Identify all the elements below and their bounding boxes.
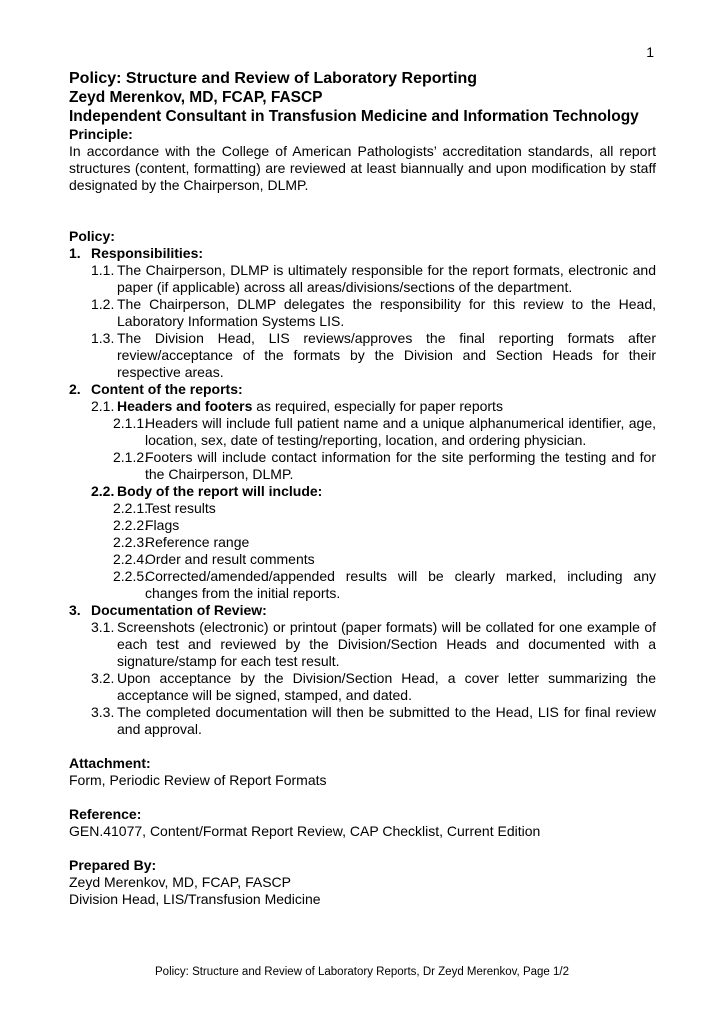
list-item [69, 704, 656, 738]
list-item [69, 330, 656, 381]
sub-list-item [69, 415, 656, 449]
list-item [69, 619, 656, 670]
attachment-text: Form, Periodic Review of Report Formats [69, 772, 327, 788]
section-title: Responsibilities: [91, 245, 204, 261]
subitem-number: 2.2.4. [113, 551, 149, 567]
section-title: Documentation of Review: [91, 602, 267, 618]
section-heading [69, 602, 656, 619]
list-item [69, 398, 656, 415]
policy-heading: Policy: [69, 228, 115, 244]
item-text: Upon acceptance by the Division/Section Head, a cover letter summarizing the acceptance will be signed, stamped, and dated. [117, 670, 656, 703]
prepared-by-heading: Prepared By: [69, 857, 157, 873]
prepared-by-role: Division Head, LIS/Transfusion Medicine [69, 891, 321, 907]
sub-list-item [69, 551, 656, 568]
item-rest-text: as required, especially for paper reports [252, 398, 503, 414]
item-text: The Chairperson, DLMP delegates the responsibility for this review to the Head, Laboratory Information Systems LIS. [117, 296, 656, 329]
subitem-number: 2.2.3. [113, 534, 149, 550]
item-text: The Chairperson, DLMP is ultimately responsible for the report formats, electronic and paper (if applicable) across all areas/divisions/sections of the department. [117, 262, 656, 295]
sub-list-item [69, 534, 656, 551]
section-number: 2. [69, 381, 81, 397]
section-number: 1. [69, 245, 81, 261]
subitem-number: 2.2.2. [113, 517, 149, 533]
subitem-text: Corrected/amended/appended results will be clearly marked, including any changes from the initial reports. [145, 568, 656, 601]
section-number: 3. [69, 602, 81, 618]
item-text: The Division Head, LIS reviews/approves the final reporting formats after review/acceptance of the formats by the Division and Section Heads for their respective areas. [117, 330, 656, 380]
list-item [69, 670, 656, 704]
reference-text: GEN.41077, Content/Format Report Review, CAP Checklist, Current Edition [69, 823, 541, 839]
item-number: 2.1. [91, 398, 115, 414]
item-number: 3.1. [91, 619, 115, 635]
subitem-number: 2.2.1. [113, 500, 149, 516]
page-number: 1 [646, 44, 654, 60]
sub-list-item [69, 568, 656, 602]
subitem-text: Test results [145, 500, 216, 516]
sub-list-item [69, 500, 656, 517]
subitem-number: 2.1.1. [113, 415, 149, 431]
principle-text: In accordance with the College of American Pathologists’ accreditation standards, all report structures (content, formatting) are reviewed at least biannually and upon modification by staff designated by the Chairperson, DLMP. [69, 143, 656, 193]
subitem-text: Reference range [145, 534, 250, 550]
item-number: 1.3. [91, 330, 115, 346]
item-number: 1.2. [91, 296, 115, 312]
item-number: 1.1. [91, 262, 115, 278]
subitem-number: 2.2.5. [113, 568, 149, 584]
item-text: The completed documentation will then be submitted to the Head, LIS for final review and approval. [117, 704, 656, 737]
item-text: Body of the report will include: [117, 483, 323, 499]
subitem-text: Headers will include full patient name and a unique alphanumerical identifier, age, location, sex, date of testing/reporting, location, and ordering physician. [145, 415, 656, 448]
prepared-by-name: Zeyd Merenkov, MD, FCAP, FASCP [69, 874, 291, 890]
list-item [69, 296, 656, 330]
author-line: Zeyd Merenkov, MD, FCAP, FASCP [69, 89, 323, 106]
sub-list-item [69, 449, 656, 483]
subitem-number: 2.1.2. [113, 449, 149, 465]
list-item [69, 262, 656, 296]
item-bold-text: Headers and footers [117, 398, 253, 414]
sub-list-item [69, 517, 656, 534]
section-heading [69, 245, 656, 262]
item-text: Screenshots (electronic) or printout (paper formats) will be collated for one example of each test and reviewed by the Division/Section Heads and documented with a signature/stamp for each test result. [117, 619, 656, 669]
reference-heading: Reference: [69, 806, 142, 822]
item-number: 3.3. [91, 704, 115, 720]
document-title: Policy: Structure and Review of Laboratory Reporting [69, 70, 478, 87]
document-body [69, 69, 656, 908]
item-number: 3.2. [91, 670, 115, 686]
item-number: 2.2. [91, 483, 115, 499]
section-heading [69, 381, 656, 398]
list-item [69, 483, 656, 500]
affiliation-line: Independent Consultant in Transfusion Medicine and Information Technology [69, 108, 639, 125]
attachment-heading: Attachment: [69, 755, 151, 771]
page-footer: Policy: Structure and Review of Laboratory Reports, Dr Zeyd Merenkov, Page 1/2 [155, 966, 569, 978]
subitem-text: Footers will include contact information for the site performing the testing and for the Chairperson, DLMP. [145, 449, 656, 482]
subitem-text: Flags [145, 517, 180, 533]
section-title: Content of the reports: [91, 381, 243, 397]
item-text [117, 398, 656, 415]
principle-heading: Principle: [69, 126, 133, 142]
subitem-text: Order and result comments [145, 551, 315, 567]
